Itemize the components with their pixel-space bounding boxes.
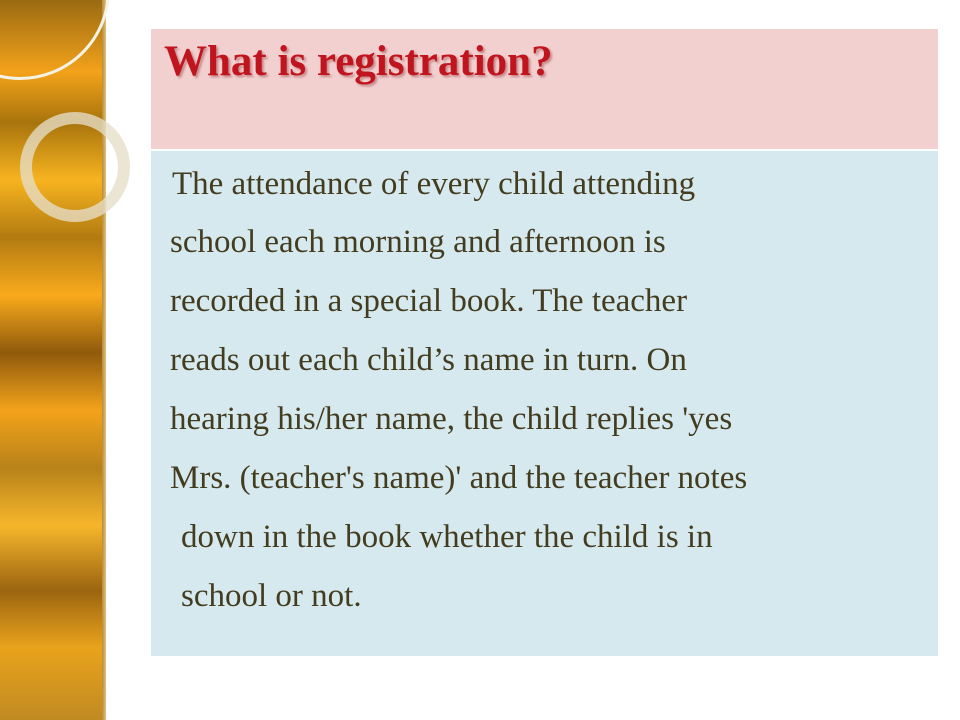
decorative-side-band [0,0,106,720]
slide-title: What is registration? [164,38,553,85]
title-panel [151,29,938,149]
body-panel [151,151,938,656]
body-line: The attendance of every child attending [172,166,696,202]
body-line: school or not. [181,578,362,614]
body-line: down in the book whether the child is in [181,519,713,555]
body-line: hearing his/her name, the child replies 'yes [170,401,733,437]
decorative-ring-small [20,112,130,222]
body-line: school each morning and afternoon is [170,224,666,260]
body-line: reads out each child’s name in turn. On [170,342,687,378]
side-band-edge [102,0,106,720]
body-line: recorded in a special book. The teacher [170,283,688,319]
body-line: Mrs. (teacher's name)' and the teacher notes [170,460,748,496]
